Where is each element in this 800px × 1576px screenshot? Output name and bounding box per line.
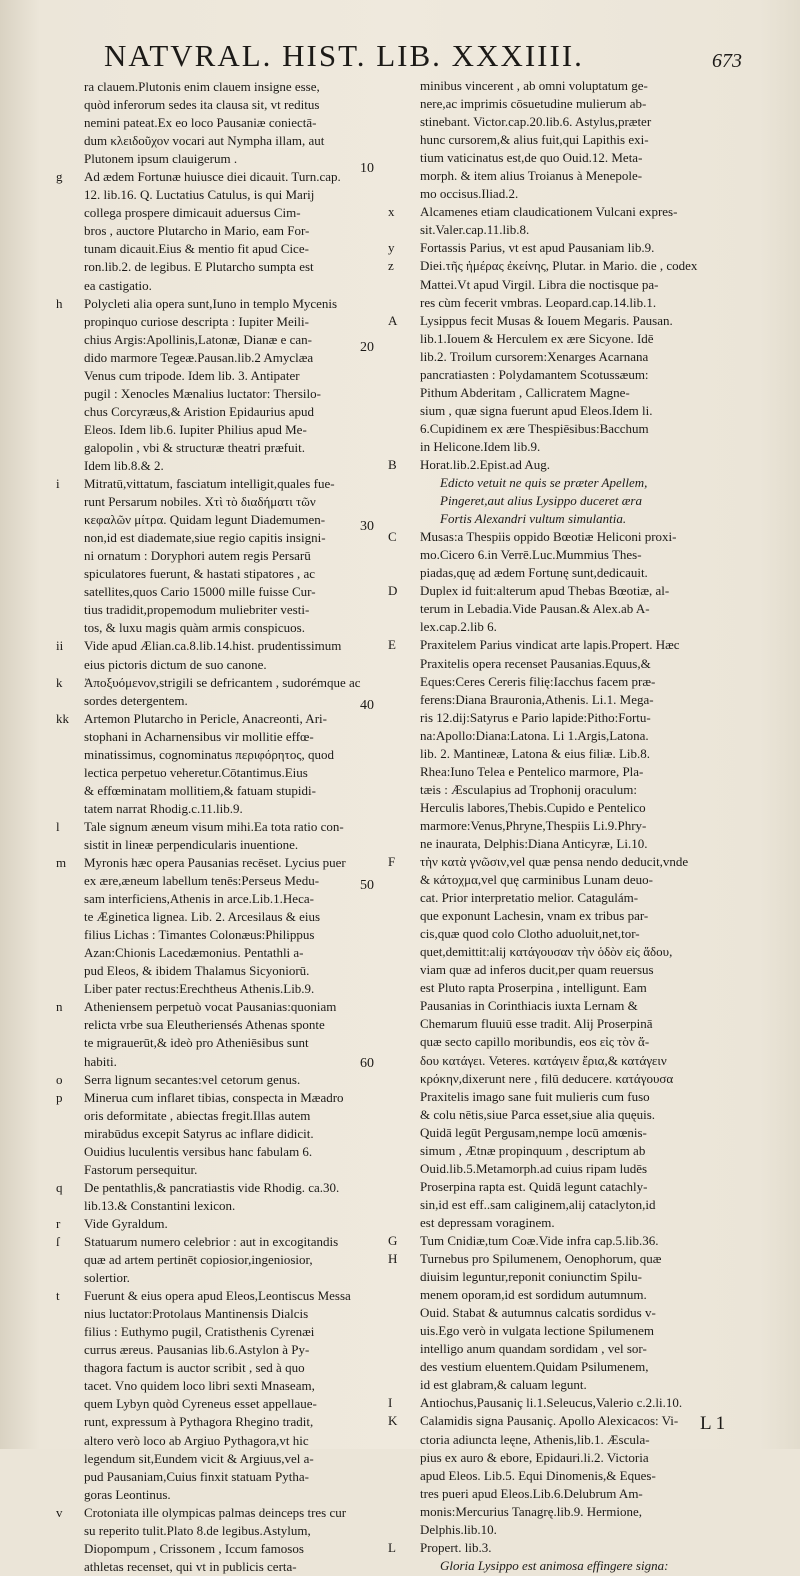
note-marker: m bbox=[56, 855, 67, 871]
note-line: Ad ædem Fortunæ huiusce diei dicauit. Turn.cap. bbox=[84, 169, 341, 185]
note-entry bbox=[388, 1412, 718, 1538]
note-line: spiculatores fuerunt, & hastati stipatores , ac bbox=[84, 566, 316, 582]
note-entry bbox=[388, 203, 718, 239]
note-entry bbox=[388, 853, 718, 1232]
note-line: Serra lignum secantes:vel cetorum genus. bbox=[84, 1071, 301, 1087]
note-marker: t bbox=[56, 1288, 60, 1304]
note-line: tunam dicauit.Eius & mentio fit apud Cice- bbox=[84, 241, 309, 257]
note-entry bbox=[388, 1232, 718, 1250]
note-line: stinebant. Victor.cap.20.lib.6. Astylus,præter bbox=[420, 114, 652, 130]
note-line: & colu nētis,siue Parca esset,siue alia quęuis. bbox=[420, 1106, 656, 1122]
note-line: sit.Valer.cap.11.lib.8. bbox=[420, 222, 530, 238]
note-line: Statuarum numero celebrior : aut in excogitandis bbox=[84, 1234, 339, 1249]
note-line: κεφαλῶν μίτρα. Quidam legunt Diademumen- bbox=[84, 512, 326, 528]
note-line: Minerua cum inflaret tibias, conspecta in Mæadro bbox=[84, 1089, 344, 1105]
note-entry bbox=[56, 1179, 386, 1215]
note-line: Chemarum fluuiū esse tradit. Alij Proserpinā bbox=[420, 1016, 653, 1032]
note-line: terum in Lebadia.Vide Pausan.& Alex.ab A- bbox=[420, 601, 650, 617]
note-line: piadas,quę ad ædem Fortunę sunt,dedicauit. bbox=[420, 565, 648, 581]
note-line: Duplex id fuit:alterum apud Thebas Bœotiæ, al- bbox=[420, 583, 670, 599]
note-line: que exponunt Lachesin, vnam ex tribus par- bbox=[420, 908, 649, 924]
note-line: Diei.τῆς ἡμέρας ἐκείνης, Plutar. in Mario. die , codex bbox=[420, 258, 698, 274]
note-marker: g bbox=[56, 169, 63, 185]
note-line: Tum Cnidiæ,tum Coæ.Vide infra cap.5.lib.36. bbox=[420, 1233, 659, 1248]
note-line: solertior. bbox=[84, 1270, 130, 1286]
note-line: currus æreus. Pausanias lib.6.Astylon à Py- bbox=[84, 1342, 310, 1358]
note-line: diuisim leguntur,reponit coniunctim Spilu- bbox=[420, 1269, 642, 1285]
note-entry bbox=[388, 239, 718, 257]
note-line: ferens:Diana Brauronia,Athenis. Li.1. Mega- bbox=[420, 691, 654, 707]
note-line: galopolin , vbi & structuræ theatri præfuit. bbox=[84, 439, 305, 455]
note-line: Venus cum tripode. Idem lib. 3. Antipater bbox=[84, 367, 300, 383]
note-line: minatissimus, cognominatus περιφόρητος, quod bbox=[84, 746, 334, 762]
note-line: Plutonem ipsum clauigerum . bbox=[84, 151, 238, 167]
note-line: ea castigatio. bbox=[84, 277, 152, 293]
note-line: est depressam voraginem. bbox=[420, 1214, 555, 1230]
note-entry bbox=[388, 582, 718, 636]
note-marker: ſ bbox=[56, 1234, 60, 1249]
note-marker: v bbox=[56, 1504, 63, 1520]
note-line: Horat.lib.2.Epist.ad Aug. bbox=[420, 456, 550, 472]
note-line: apud Eleos. Lib.5. Equi Dinomenis,& Eques- bbox=[420, 1467, 656, 1483]
note-line: Proserpina rapta est. Quidā legunt catachly- bbox=[420, 1178, 648, 1194]
note-marker: A bbox=[388, 312, 398, 328]
note-marker: i bbox=[56, 476, 60, 492]
note-line: mirabūdus excepit Satyrus ac inflare didicit. bbox=[84, 1125, 314, 1141]
note-line: habiti. bbox=[84, 1053, 117, 1069]
note-line: minibus vincerent , ab omni voluptatum ge- bbox=[420, 78, 648, 93]
note-line: quem Lybyn quòd Cyreneus esset appellaue- bbox=[84, 1396, 317, 1412]
note-line: lib.1.Iouem & Herculem ex ære Sicyone. Idē bbox=[420, 330, 654, 346]
note-line: altero verò loco ab Argiuo Pythagora,vt hic bbox=[84, 1432, 309, 1448]
note-marker: F bbox=[388, 854, 396, 870]
note-marker: G bbox=[388, 1233, 398, 1248]
note-line: Myronis hæc opera Pausanias recēset. Lycius puer bbox=[84, 855, 346, 871]
note-line: Crotoniata ille olympicas palmas deinceps tres cur bbox=[84, 1504, 347, 1520]
note-line: Quidā legūt Pergusam,nempe locū amœnis- bbox=[420, 1124, 647, 1140]
note-line: lex.cap.2.lib 6. bbox=[420, 619, 497, 635]
note-line: Propert. lib.3. bbox=[420, 1539, 492, 1555]
note-line: hunc cursorem,& alius fuit,qui Lapithis exi- bbox=[420, 132, 649, 148]
note-line: quæ secto capillo moribundis, eos εἰς τὸν ἅ- bbox=[420, 1034, 650, 1050]
note-marker: E bbox=[388, 637, 396, 653]
note-entry bbox=[388, 1539, 718, 1575]
note-line: Herculis labores,Thebis.Cupido e Pentelico bbox=[420, 799, 646, 815]
note-line: & κάτοχμα,vel quę carminibus Lunam deuo- bbox=[420, 872, 653, 888]
margin-line-number: 50 bbox=[360, 878, 374, 893]
note-line: ctoria adiuncta leęne, Athenis,lib.1. Æscula- bbox=[420, 1431, 650, 1447]
note-marker: z bbox=[388, 258, 394, 274]
note-line: monis:Mercurius Tanagrę.lib.9. Hermione, bbox=[420, 1503, 642, 1519]
note-line: Eleos. Idem lib.6. Iupiter Philius apud Me- bbox=[84, 421, 307, 437]
note-line: tacet. Vno quidem loco libri sexti Mnaseam, bbox=[84, 1378, 315, 1394]
note-line: menem oporam,id est sordidum autumnum. bbox=[420, 1287, 647, 1303]
note-line: tres pueri apud Eleos.Lib.6.Delubrum Am- bbox=[420, 1485, 643, 1501]
note-line: Atheniensem perpetuò vocat Pausanias:quoniam bbox=[84, 999, 337, 1015]
note-entry bbox=[388, 312, 718, 456]
note-marker: I bbox=[388, 1395, 393, 1411]
margin-line-number: 10 bbox=[360, 161, 374, 176]
note-line: 12. lib.16. Q. Luctatius Catulus, is qui Marij bbox=[84, 187, 315, 203]
note-line: Edicto vetuit ne quis se præter Apellem, bbox=[440, 475, 648, 491]
note-marker: r bbox=[56, 1215, 61, 1231]
note-line: legendum sit,Eundem vicit & Argiuus,vel a- bbox=[84, 1450, 314, 1466]
note-entry bbox=[56, 674, 386, 710]
note-line: runt, expressum à Pythagora Rhegino tradit, bbox=[84, 1414, 314, 1430]
note-line: Pithum Abderitam , Callicratem Magne- bbox=[420, 384, 630, 400]
note-marker: K bbox=[388, 1413, 398, 1429]
note-line: nemini pateat.Ex eo loco Pausaniæ coniectā- bbox=[84, 115, 317, 131]
left-column bbox=[56, 78, 386, 1576]
note-line: te Æginetica lignea. Lib. 2. Arcesilaus & eius bbox=[84, 909, 321, 925]
note-line: nius luctator:Protolaus Mantinensis Dialcis bbox=[84, 1306, 309, 1322]
note-line: ex ære,æneum labellum tenēs:Perseus Medu- bbox=[84, 873, 320, 889]
note-line: δου κατάγει. Veteres. κατάγειν ἔρια,& κατάγειν bbox=[420, 1052, 667, 1068]
note-line: tatem narrat Rhodig.c.11.lib.9. bbox=[84, 800, 243, 816]
page-number: 673 bbox=[712, 50, 742, 72]
note-line: filius Lichas : Timantes Colonæus:Philippus bbox=[84, 927, 315, 943]
note-line: ron.lib.2. de legibus. E Plutarcho sumpta est bbox=[84, 259, 314, 275]
note-marker: D bbox=[388, 583, 398, 599]
note-line: Vide apud Ælian.ca.8.lib.14.hist. prudentissimum bbox=[84, 638, 342, 654]
margin-line-numbers bbox=[352, 0, 386, 1449]
note-line: tius tradidit,propemodum muliebriter vesti- bbox=[84, 602, 310, 618]
note-entry bbox=[56, 168, 386, 294]
note-line: Alcamenes etiam claudicationem Vulcani expres- bbox=[420, 204, 678, 220]
note-line: non,id est diademate,siue regio capitis insigni- bbox=[84, 530, 326, 546]
note-line: su reperito tulit.Plato 8.de legibus.Astylum, bbox=[84, 1522, 311, 1538]
note-entry bbox=[56, 1215, 386, 1233]
note-line: Rhea:Iuno Telea e Pentelico marmore, Pla- bbox=[420, 763, 644, 779]
note-line: Eques:Ceres Cereris filię:Iacchus facem præ- bbox=[420, 673, 656, 689]
note-line: uis.Ego verò in vulgata lectione Spilumenem bbox=[420, 1323, 654, 1339]
note-line: Gloria Lysippo est animosa effingere signa: bbox=[440, 1557, 669, 1573]
note-line: chius Argis:Apollinis,Latonæ, Dianæ e can- bbox=[84, 331, 312, 347]
note-line: Fastorum persequitur. bbox=[84, 1161, 198, 1177]
note-marker: q bbox=[56, 1179, 63, 1195]
note-line: ni ornatum : Doryphori autem regis Persarū bbox=[84, 548, 311, 564]
note-entry bbox=[56, 998, 386, 1070]
note-line: pius ex auro & ebore, Epidauri.li.2. Victoria bbox=[420, 1449, 649, 1465]
note-line: Pausanias in Corinthiacis iuxta Lernam & bbox=[420, 998, 638, 1014]
note-line: stophani in Acharnensibus vir mollitie effœ- bbox=[84, 728, 314, 744]
note-line: propinquo curiose descripta : Iupiter Meili- bbox=[84, 313, 309, 329]
note-line: sordes detergentem. bbox=[84, 692, 188, 708]
note-line: τὴν κατὰ γνῶσιν,vel quæ pensa nendo deducit,vnde bbox=[420, 854, 689, 870]
note-line: tium vaticinatus est,de quo Ouid.12. Meta- bbox=[420, 150, 643, 166]
note-entry bbox=[56, 475, 386, 637]
note-line: dido marmore Tegeæ.Pausan.lib.2 Amyclæa bbox=[84, 349, 314, 365]
note-line: Ouid. Stabat & autumnus calcatis sordidus v- bbox=[420, 1305, 656, 1321]
note-line: κρόκην,dixerunt nere , filū deducere. κατάγουσα bbox=[420, 1070, 674, 1086]
note-line: & effœminatam mollitiem,& fatuam stupidi- bbox=[84, 782, 316, 798]
note-line: Antiochus,Pausaniç li.1.Seleucus,Valerio c.2.li.10. bbox=[420, 1395, 683, 1411]
note-line: pugil : Xenocles Mænalius luctator: Thersilo- bbox=[84, 385, 321, 401]
note-line: Ouidius luculentis versibus hanc fabulam 6. bbox=[84, 1143, 313, 1159]
margin-line-number: 60 bbox=[360, 1056, 374, 1071]
note-line: Lysippus fecit Musas & Iouem Megaris. Pausan. bbox=[420, 312, 673, 328]
note-line: Tale signum æneum visum mihi.Ea tota ratio con- bbox=[84, 818, 344, 834]
note-marker: ii bbox=[56, 638, 64, 654]
note-entry bbox=[56, 1233, 386, 1287]
note-entry bbox=[56, 710, 386, 818]
note-line: eius pictoris dictum de suo canone. bbox=[84, 656, 267, 672]
note-line: Diopompum , Crissonem , Iccum famosos bbox=[84, 1540, 304, 1556]
note-line: relicta vrbe sua Eleutheriensés Athenas sponte bbox=[84, 1017, 325, 1033]
note-line: morph. & item alius Troianus à Menepole- bbox=[420, 168, 643, 184]
note-line: runt Persarum nobiles. Χτὶ τὸ διαδήματι τῶν bbox=[84, 494, 316, 510]
right-column bbox=[388, 77, 718, 1575]
margin-line-number: 40 bbox=[360, 698, 374, 713]
note-line: res cùm fecerit vmbras. Leopard.cap.14.lib.1. bbox=[420, 294, 657, 310]
signature-mark: L 1 bbox=[700, 1413, 726, 1434]
note-line: Artemon Plutarcho in Pericle, Anacreonti, Ari- bbox=[84, 710, 327, 726]
note-entry bbox=[388, 528, 718, 582]
note-line: in Helicone.Idem lib.9. bbox=[420, 438, 541, 454]
note-entry bbox=[388, 456, 718, 528]
note-line: marmore:Venus,Phryne,Thespiis Li.9.Phry- bbox=[420, 817, 647, 833]
note-line: pancratiasten : Polydamantem Scotussæum: bbox=[420, 366, 649, 382]
note-line: Vide Gyraldum. bbox=[84, 1215, 168, 1231]
note-marker: L bbox=[388, 1539, 396, 1555]
note-line: quòd inferorum sedes ita clausa sit, vt reditus bbox=[84, 97, 320, 113]
note-line: lib.13.& Constantini lexicon. bbox=[84, 1197, 236, 1213]
note-line: pud Eleos, & ibidem Thalamus Sicyoniorū. bbox=[84, 963, 310, 979]
note-line: Praxitelis opera recenset Pausanias.Equus,& bbox=[420, 655, 651, 671]
note-line: Fortis Alexandri vultum simulantia. bbox=[440, 511, 627, 527]
note-line: goras Leontinus. bbox=[84, 1486, 171, 1502]
note-line: sium , quæ signa fuerunt apud Eleos.Idem li. bbox=[420, 402, 653, 418]
note-line: ris 12.dij:Satyrus e Pario lapide:Pitho:Fortu- bbox=[420, 709, 651, 725]
note-line: Praxitelem Parius vindicat arte lapis.Propert. Hæc bbox=[420, 637, 680, 653]
note-line: filius : Euthymo pugil, Cratisthenis Cyrenæi bbox=[84, 1324, 315, 1340]
note-line: Ἀποξυόμενον,strigili se defricantem , sudorémque ac bbox=[84, 674, 361, 690]
note-line: Musas:a Thespiis oppido Bœotiæ Heliconi proxi- bbox=[420, 529, 677, 545]
note-marker: B bbox=[388, 456, 397, 472]
note-entry bbox=[56, 818, 386, 854]
note-line: mo.Cicero 6.in Verrē.Luc.Mummius Thes- bbox=[420, 547, 642, 563]
note-line: quet,demittit:alij κατάγουσαν τὴν ὁδὸν εἰς ἅδου, bbox=[420, 944, 673, 960]
note-line: dum κλειδοῦχον vocari aut Nympha illam, aut bbox=[84, 133, 325, 149]
note-entry bbox=[56, 1504, 386, 1576]
note-line: Praxitelis imago sane fuit mulieris cum fuso bbox=[420, 1088, 650, 1104]
note-line: Liber pater rectus:Erechtheus Athenis.Lib.9. bbox=[84, 981, 315, 997]
note-entry bbox=[56, 78, 386, 168]
note-line: mo occisus.Iliad.2. bbox=[420, 186, 519, 202]
note-line: Delphis.lib.10. bbox=[420, 1521, 497, 1537]
note-line: Mattei.Vt apud Virgil. Libra die noctisque pa- bbox=[420, 276, 659, 292]
note-line: Calamidis signa Pausaniç. Apollo Alexicacos: Vi- bbox=[420, 1413, 679, 1429]
note-line: est Pluto rapta Proserpina , intelligunt. Eam bbox=[420, 980, 647, 996]
note-entry bbox=[56, 295, 386, 475]
note-line: intelligo anum quandam sordidam , vel sor- bbox=[420, 1341, 647, 1357]
note-line: Mitratū,vittatum, fasciatum intelligit,quales fue- bbox=[84, 476, 335, 492]
note-marker: l bbox=[56, 818, 60, 834]
note-entry bbox=[388, 1250, 718, 1394]
note-line: ra clauem.Plutonis enim clauem insigne esse, bbox=[84, 79, 320, 94]
note-line: thagora factum is auctor scribit , sed à quo bbox=[84, 1360, 305, 1376]
note-line: Fuerunt & eius opera apud Eleos,Leontiscus Messa bbox=[84, 1288, 351, 1304]
note-line: Turnebus pro Spilumenem, Oenophorum, quæ bbox=[420, 1251, 662, 1267]
note-marker: p bbox=[56, 1089, 63, 1105]
note-line: pud Pausaniam,Cuius finxit statuam Pytha- bbox=[84, 1468, 309, 1484]
note-entry bbox=[56, 1089, 386, 1179]
note-line: chus Corcyræus,& Aristion Epidaurius apud bbox=[84, 403, 315, 419]
note-line: Idem lib.8.& 2. bbox=[84, 457, 164, 473]
note-line: na:Apollo:Diana:Latona. Li 1.Argis,Latona. bbox=[420, 727, 649, 743]
note-entry bbox=[56, 637, 386, 673]
note-line: sistit in lineæ perpendicularis inuentione. bbox=[84, 836, 299, 852]
note-entry bbox=[388, 636, 718, 853]
note-marker: C bbox=[388, 529, 397, 545]
margin-line-number: 20 bbox=[360, 340, 374, 355]
note-line: nere,ac imprimis cōsuetudine mulierum ab- bbox=[420, 96, 647, 112]
note-marker: kk bbox=[56, 710, 69, 726]
note-marker: k bbox=[56, 674, 63, 690]
note-marker: h bbox=[56, 295, 63, 311]
note-line: Pingeret,aut alius Lysippo duceret æra bbox=[440, 493, 642, 509]
note-entry bbox=[56, 1287, 386, 1504]
note-line: cis,quæ quod colo Clotho aduoluit,net,tor- bbox=[420, 926, 640, 942]
note-line: 6.Cupidinem ex ære Thespiēsibus:Bacchum bbox=[420, 420, 649, 436]
note-line: ne inaurata, Delphis:Diana Anticyræ, Li.10. bbox=[420, 835, 648, 851]
note-line: lib. 2. Mantineæ, Latona & eius filiæ. Lib.8. bbox=[420, 745, 651, 761]
note-line: Ouid.lib.5.Metamorph.ad cuius ripam ludēs bbox=[420, 1160, 648, 1176]
note-line: sam interficiens,Athenis in arce.Lib.1.Heca- bbox=[84, 891, 314, 907]
note-line: bros , auctore Plutarcho in Mario, eam For- bbox=[84, 223, 310, 239]
margin-line-number: 30 bbox=[360, 519, 374, 534]
note-line: des vestium eluentem.Quidam Psilumenem, bbox=[420, 1359, 649, 1375]
note-line: Azan:Chionis Lacedæmonius. Pentathli a- bbox=[84, 945, 304, 961]
note-entry bbox=[56, 1071, 386, 1089]
note-line: simum , Ætnæ propinquum , descriptum ab bbox=[420, 1142, 646, 1158]
note-line: De pentathlis,& pancratiastis vide Rhodig. ca.30. bbox=[84, 1179, 340, 1195]
running-head: NATVRAL. HIST. LIB. XXXIIII. bbox=[104, 38, 584, 73]
note-marker: H bbox=[388, 1251, 398, 1267]
note-line: cat. Prior interpretatio melior. Catagulám- bbox=[420, 890, 639, 906]
note-marker: y bbox=[388, 240, 395, 256]
note-line: Polycleti alia opera sunt,Iuno in templo Mycenis bbox=[84, 295, 338, 311]
note-line: te migrauerūt,& ideò pro Atheniēsibus sunt bbox=[84, 1035, 309, 1051]
note-line: viam quæ ad inferos ducit,per quam reuersus bbox=[420, 962, 654, 978]
note-marker: o bbox=[56, 1071, 63, 1087]
note-marker: n bbox=[56, 999, 63, 1015]
note-line: lib.2. Troilum cursorem:Xenarges Acarnana bbox=[420, 348, 649, 364]
note-entry bbox=[388, 1394, 718, 1412]
note-entry bbox=[56, 854, 386, 998]
note-line: satellites,quos Cario 15000 mille fuisse Cur- bbox=[84, 584, 316, 600]
note-line: id est glabram,& caluam legunt. bbox=[420, 1377, 587, 1393]
note-line: Fortassis Parius, vt est apud Pausaniam lib.9. bbox=[420, 240, 655, 256]
note-line: tæis : Æsculapius ad Trophonij oraculum: bbox=[420, 781, 638, 797]
note-line: athletas recenset, qui vt in publicis certa- bbox=[84, 1558, 297, 1574]
note-line: oris deformitate , abiectas fregit.Illas autem bbox=[84, 1107, 311, 1123]
note-marker: x bbox=[388, 204, 395, 220]
note-line: lectica perpetuo veheretur.Cōtantimus.Eius bbox=[84, 764, 308, 780]
note-line: collega prospere dimicauit aduersus Cim- bbox=[84, 205, 301, 221]
note-line: quæ ad artem pertinēt copiosior,ingeniosior, bbox=[84, 1252, 313, 1268]
note-entry bbox=[388, 77, 718, 203]
note-line: sin,id est eff..sam caliginem,alij cataclyton,id bbox=[420, 1196, 656, 1212]
note-entry bbox=[388, 257, 718, 311]
note-line: tos, & luxu magis quàm armis conspicuos. bbox=[84, 620, 305, 636]
